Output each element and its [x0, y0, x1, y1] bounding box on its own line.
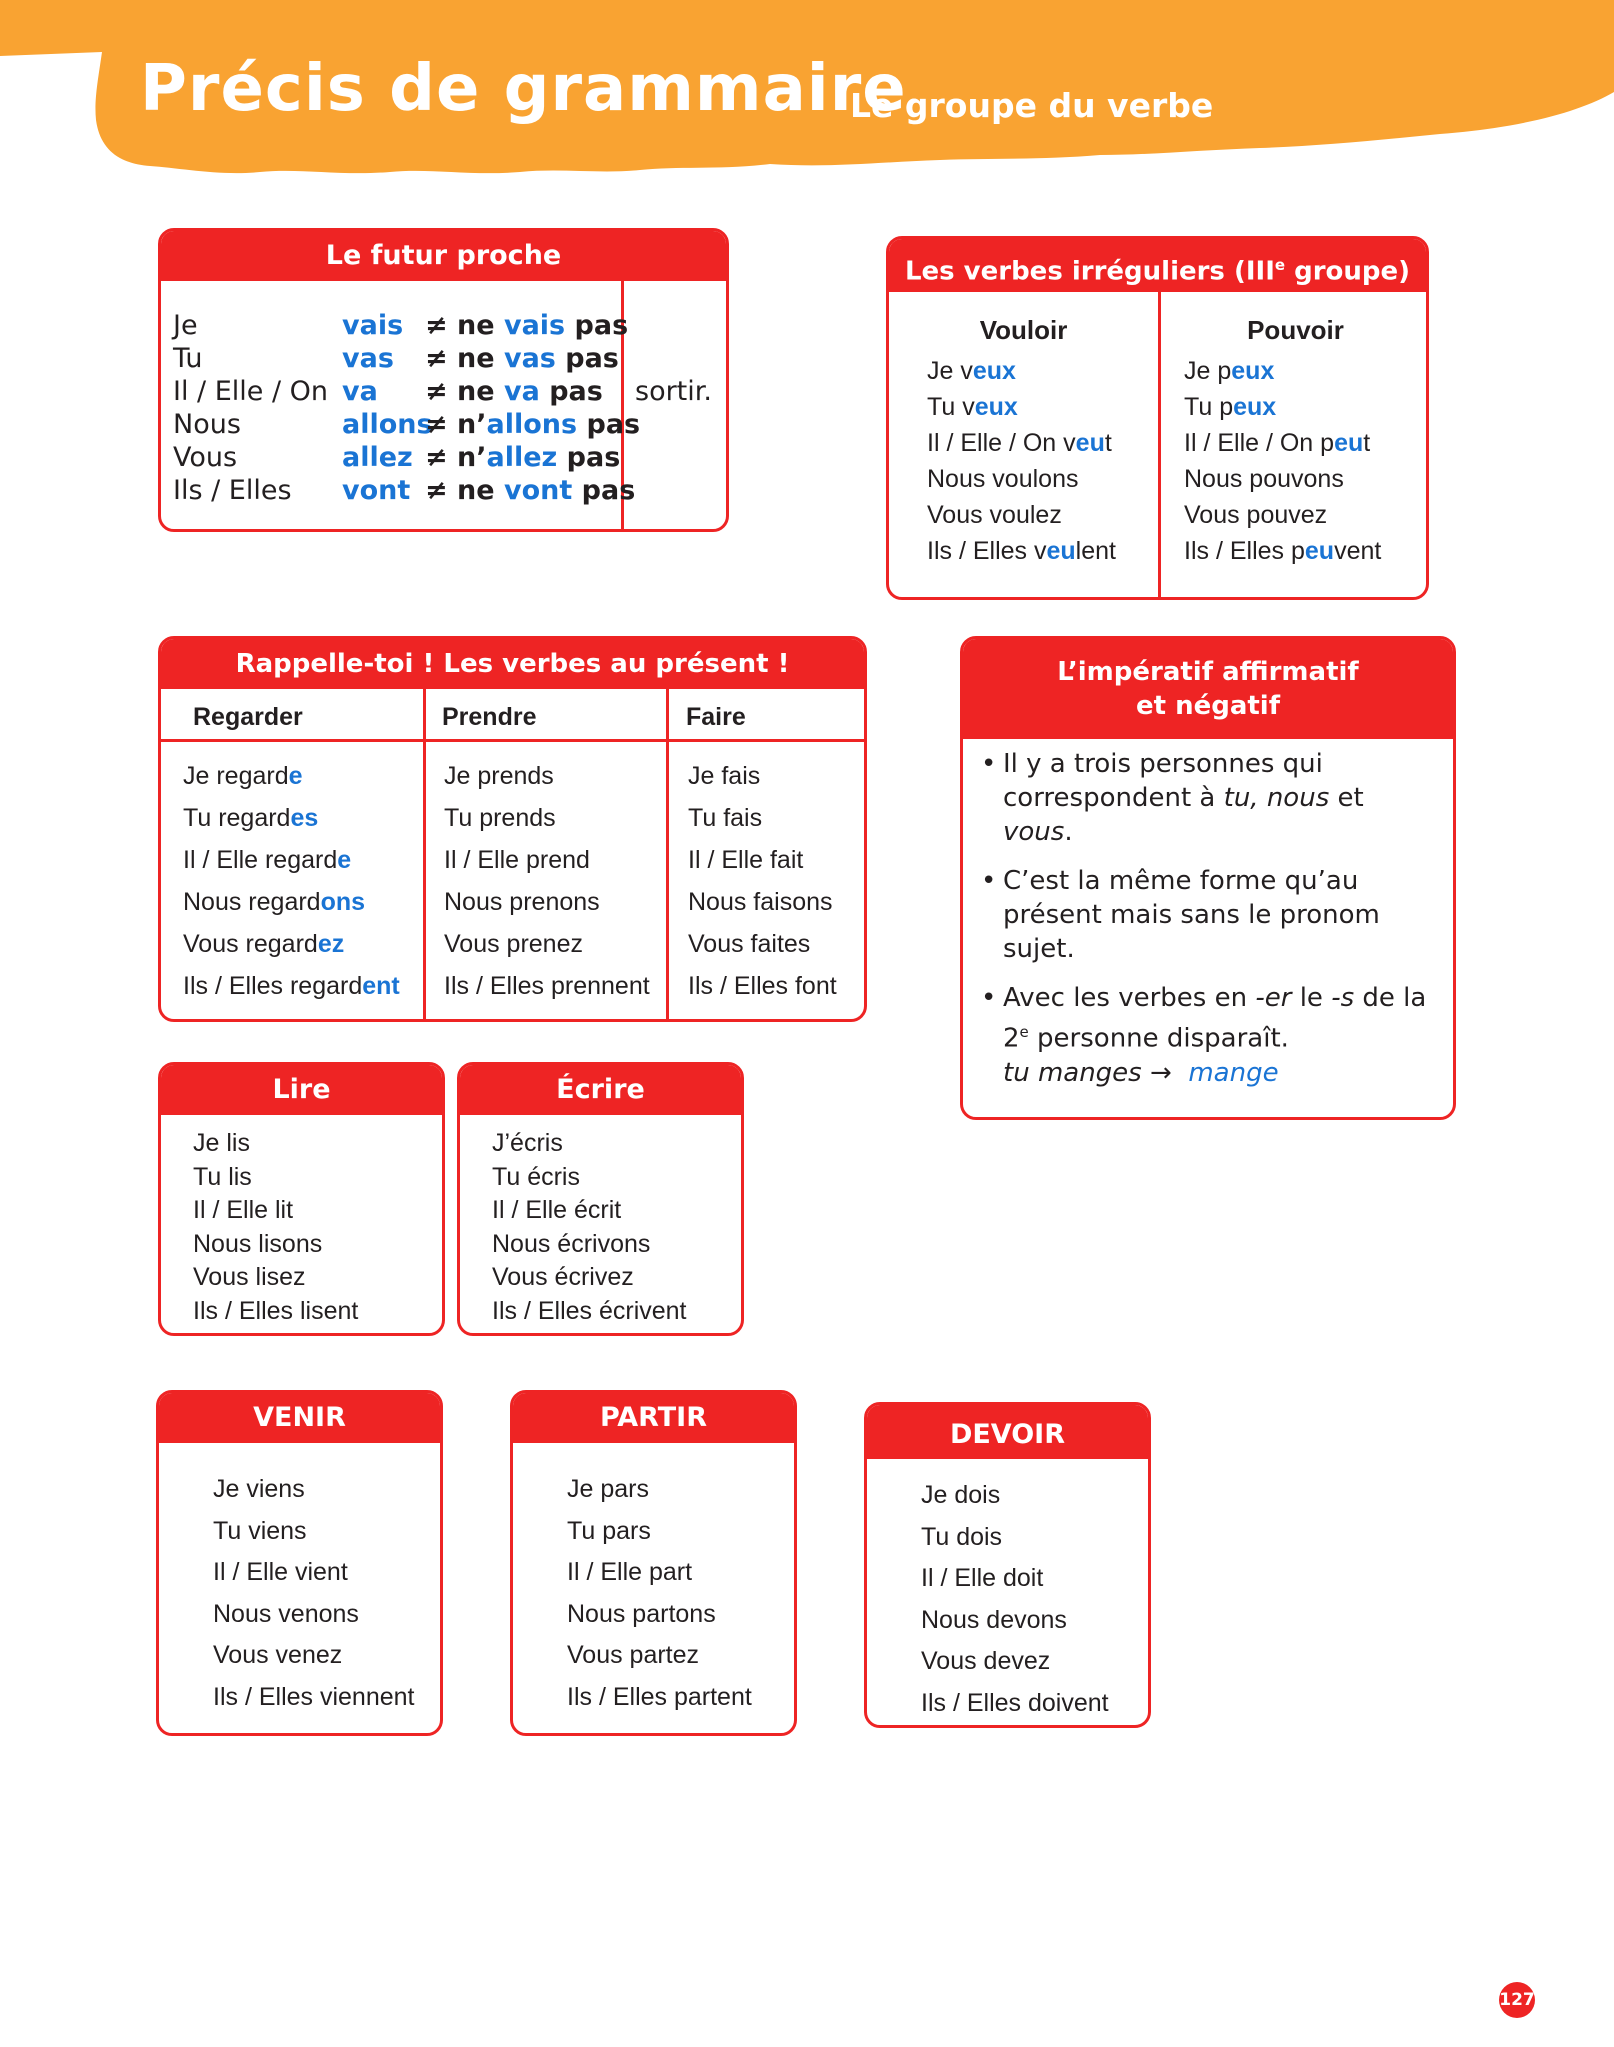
rest: vent: [1334, 537, 1382, 565]
aller-form: vais: [342, 310, 404, 341]
conjugation-row: Vous lisez: [193, 1263, 306, 1291]
negation-row: [425, 408, 640, 441]
title-part: groupe): [1285, 256, 1411, 287]
rule-text: personne disparaît.: [1028, 1023, 1289, 1054]
rest: lent: [1075, 537, 1116, 565]
conjugation-row: Ils / Elles prennent: [444, 972, 650, 1000]
neg-pre: ≠ n’: [425, 442, 487, 473]
conjugation-row: [1184, 497, 1381, 533]
partir-title: PARTIR: [513, 1393, 794, 1443]
conjugation-row: Il / Elle écrit: [492, 1196, 622, 1224]
aller-form: vont: [342, 475, 411, 506]
conjugation-row: [183, 965, 400, 1007]
present-tense-box: [158, 636, 867, 1022]
conjugation-row: Tu écris: [492, 1162, 580, 1191]
pronoun: Vous: [173, 442, 238, 473]
rule-text: le: [1291, 983, 1332, 1013]
neg-post: pas: [555, 343, 619, 374]
conjugation-row: Tu fais: [688, 804, 763, 832]
conjugation-row: Vous écrivez: [492, 1263, 634, 1291]
conjugation-row: [927, 425, 1116, 461]
negation-row: [425, 309, 640, 342]
venir-box: [156, 1390, 443, 1736]
neg-post: pas: [557, 442, 621, 473]
neg-post: pas: [539, 376, 603, 407]
ending: es: [290, 804, 319, 832]
conjugation-row: Ils / Elles lisent: [193, 1296, 359, 1325]
conjugation-row: Tu dois: [921, 1522, 1003, 1551]
conjugation-row: [1184, 533, 1381, 569]
neg-verb: vas: [503, 343, 556, 374]
stem: Je regard: [183, 762, 289, 790]
negation-row: [425, 441, 640, 474]
conjugation-row: Nous écrivons: [492, 1229, 651, 1258]
prendre-column: [444, 755, 650, 1007]
conjugation-row: [183, 923, 400, 965]
conjugation-row: [1184, 461, 1381, 497]
conjugation-row: Je prends: [444, 762, 554, 790]
futur-proche-box: [158, 228, 729, 532]
title-sup: e: [1274, 256, 1286, 274]
neg-pre: ≠ ne: [425, 475, 504, 506]
rest: t: [1104, 429, 1112, 457]
conjugation-row: Tu viens: [213, 1516, 307, 1545]
stem: Ils / Elles p: [1184, 537, 1305, 565]
ending: eux: [1233, 393, 1277, 421]
neg-post: pas: [565, 310, 629, 341]
conjugation-row: Je lis: [193, 1129, 250, 1157]
title-line: L’impératif affirmatif: [1057, 657, 1359, 687]
conjugation-row: Nous partons: [567, 1599, 716, 1628]
ending: ez: [317, 930, 345, 958]
example-right: mange: [1188, 1057, 1279, 1088]
stem: Il / Elle regard: [183, 846, 338, 874]
stem: Il / Elle / On v: [927, 429, 1076, 457]
neg-pre: ≠ ne: [425, 310, 504, 341]
conjugation-row: Je fais: [688, 762, 761, 790]
partir-column: [567, 1469, 752, 1718]
conjugation-row: Vous devez: [921, 1647, 1051, 1675]
negation-row: [425, 342, 640, 375]
ending: eu: [1304, 537, 1335, 565]
faire-column: [688, 755, 837, 1007]
stem: Tu p: [1184, 393, 1234, 421]
prendre-heading: Prendre: [442, 703, 537, 731]
rule-text: de la 2: [1003, 983, 1427, 1054]
neg-verb: allons: [486, 409, 578, 440]
devoir-column: [921, 1475, 1109, 1724]
conjugation-row: Je pars: [567, 1475, 649, 1503]
arrow-icon: →: [1150, 1057, 1172, 1088]
conjugation-row: [927, 533, 1116, 569]
column-divider: [423, 689, 426, 1019]
conjugation-row: [183, 881, 400, 923]
neg-verb: allez: [486, 442, 558, 473]
stem: Nous regard: [183, 888, 321, 916]
imperative-box: [960, 636, 1456, 1120]
futur-proche-title: Le futur proche: [161, 231, 726, 281]
stem: Nous voulons: [927, 465, 1079, 493]
column-divider: [666, 689, 669, 1019]
pouvoir-column: [1184, 353, 1381, 569]
stem: Je v: [927, 357, 973, 385]
stem: Nous pouvons: [1184, 465, 1344, 493]
ending: e: [288, 762, 303, 790]
partir-box: [510, 1390, 797, 1736]
aller-form: va: [342, 376, 378, 407]
rule-italic: -er: [1255, 983, 1292, 1013]
irregular-verbs-box: [886, 236, 1429, 600]
conjugation-row: Vous partez: [567, 1641, 700, 1669]
imperative-rules: [981, 747, 1441, 1105]
conjugation-row: Il / Elle prend: [444, 846, 590, 874]
page-number: 127: [1499, 1982, 1535, 2018]
aller-column: [342, 309, 433, 507]
vouloir-column: [927, 353, 1116, 569]
conjugation-row: [927, 497, 1116, 533]
ending: ons: [320, 888, 366, 916]
infinitive: sortir.: [635, 376, 712, 407]
imperative-title: [963, 639, 1453, 739]
pronoun: Je: [173, 310, 198, 341]
conjugation-row: Nous devons: [921, 1605, 1067, 1634]
conjugation-row: Nous lisons: [193, 1229, 323, 1258]
conjugation-row: Il / Elle part: [567, 1558, 693, 1586]
conjugation-row: Nous prenons: [444, 888, 600, 916]
conjugation-row: Nous faisons: [688, 888, 833, 916]
stem: Vous pouvez: [1184, 501, 1328, 529]
rule-item: • C’est la même forme qu’au présent mais sans le pronom sujet.: [981, 864, 1441, 966]
rule-text: Avec les verbes en: [1003, 983, 1256, 1013]
header-banner: [0, 0, 1614, 180]
conjugation-row: Tu lis: [193, 1162, 252, 1191]
pronoun: Nous: [173, 409, 241, 440]
neg-post: pas: [572, 475, 636, 506]
conjugation-row: [1184, 353, 1381, 389]
conjugation-row: J’écris: [492, 1129, 563, 1157]
conjugation-row: Vous faites: [688, 930, 811, 958]
pronoun: Tu: [173, 343, 203, 374]
title-part: Les verbes irréguliers (III: [904, 256, 1275, 287]
venir-column: [213, 1469, 415, 1718]
rule-item: [981, 747, 1441, 849]
rest: t: [1363, 429, 1371, 457]
example-left: tu manges: [1003, 1057, 1142, 1088]
pronoun-column: [173, 309, 328, 507]
regarder-column: [183, 755, 400, 1007]
conjugation-row: Tu prends: [444, 804, 556, 832]
ending: eux: [974, 393, 1018, 421]
conjugation-row: Tu pars: [567, 1516, 651, 1545]
neg-pre: ≠ n’: [425, 409, 487, 440]
stem: Ils / Elles regard: [183, 972, 363, 1000]
rule-item: [981, 981, 1441, 1090]
irregular-verbs-title: [889, 239, 1426, 292]
present-title: Rappelle-toi ! Les verbes au présent !: [161, 639, 864, 689]
stem: Tu v: [927, 393, 975, 421]
rule-text: et: [1329, 783, 1364, 813]
page-subtitle: Le groupe du verbe: [850, 86, 1214, 125]
ending: eu: [1075, 429, 1105, 457]
conjugation-row: [1184, 389, 1381, 425]
neg-verb: vont: [503, 475, 573, 506]
lire-column: [193, 1127, 358, 1328]
devoir-title: DEVOIR: [867, 1405, 1148, 1459]
negation-row: [425, 375, 640, 408]
conjugation-row: Ils / Elles partent: [567, 1682, 752, 1711]
neg-post: pas: [577, 409, 641, 440]
ending: eux: [972, 357, 1016, 385]
conjugation-row: Ils / Elles doivent: [921, 1688, 1109, 1717]
conjugation-row: Je viens: [213, 1475, 305, 1503]
ending: eu: [1334, 429, 1364, 457]
conjugation-row: [927, 353, 1116, 389]
vouloir-heading: Vouloir: [979, 315, 1068, 345]
conjugation-row: Ils / Elles viennent: [213, 1682, 415, 1711]
negation-row: [425, 474, 640, 507]
venir-title: VENIR: [159, 1393, 440, 1443]
pronoun: Il / Elle / On: [173, 376, 329, 407]
ending: e: [337, 846, 352, 874]
conjugation-row: [183, 797, 400, 839]
rule-italic: tu, nous: [1223, 783, 1330, 813]
title-line: et négatif: [1135, 691, 1281, 721]
rule-sup: e: [1019, 1023, 1029, 1041]
neg-verb: vais: [503, 310, 566, 341]
neg-verb: va: [503, 376, 540, 407]
conjugation-row: Vous venez: [213, 1641, 343, 1669]
negation-column: [425, 309, 640, 507]
conjugation-row: Ils / Elles écrivent: [492, 1296, 687, 1325]
ecrire-title: Écrire: [460, 1065, 741, 1115]
conjugation-row: Il / Elle doit: [921, 1564, 1044, 1592]
ecrire-box: [457, 1062, 744, 1336]
conjugation-row: Vous prenez: [444, 930, 583, 958]
pronoun: Ils / Elles: [173, 475, 292, 506]
aller-form: vas: [342, 343, 394, 374]
stem: Vous voulez: [927, 501, 1062, 529]
neg-pre: ≠ ne: [425, 343, 504, 374]
header-divider: [161, 739, 864, 742]
rule-italic: vous: [1003, 817, 1065, 847]
stem: Il / Elle / On p: [1184, 429, 1335, 457]
conjugation-row: Ils / Elles font: [688, 972, 837, 1000]
conjugation-row: Il / Elle lit: [193, 1196, 294, 1224]
aller-form: allons: [342, 409, 433, 440]
stem: Ils / Elles v: [927, 537, 1047, 565]
devoir-box: [864, 1402, 1151, 1728]
example: [1003, 1058, 1279, 1088]
conjugation-row: Il / Elle fait: [688, 846, 804, 874]
conjugation-row: [927, 461, 1116, 497]
rule-italic: -s: [1331, 983, 1355, 1013]
conjugation-row: [1184, 425, 1381, 461]
rule-text: Il y a trois personnes qui correspondent à: [1003, 749, 1323, 813]
stem: Vous regard: [183, 930, 318, 958]
conjugation-row: Je dois: [921, 1481, 1001, 1509]
faire-heading: Faire: [686, 703, 746, 731]
aller-form: allez: [342, 442, 413, 473]
conjugation-row: [183, 755, 400, 797]
neg-pre: ≠ ne: [425, 376, 504, 407]
ending: eu: [1046, 537, 1076, 565]
conjugation-row: [927, 389, 1116, 425]
ending: ent: [362, 972, 400, 1000]
rule-text: .: [1064, 817, 1073, 847]
lire-box: [158, 1062, 445, 1336]
conjugation-row: [183, 839, 400, 881]
page-title: Précis de grammaire: [140, 52, 907, 126]
conjugation-row: Nous venons: [213, 1599, 359, 1628]
pouvoir-heading: Pouvoir: [1247, 315, 1344, 345]
ecrire-column: [492, 1127, 687, 1328]
lire-title: Lire: [161, 1065, 442, 1115]
stem: Tu regard: [183, 804, 291, 832]
stem: Je p: [1184, 357, 1232, 385]
conjugation-row: Il / Elle vient: [213, 1558, 348, 1586]
regarder-heading: Regarder: [193, 703, 303, 731]
ending: eux: [1231, 357, 1275, 385]
